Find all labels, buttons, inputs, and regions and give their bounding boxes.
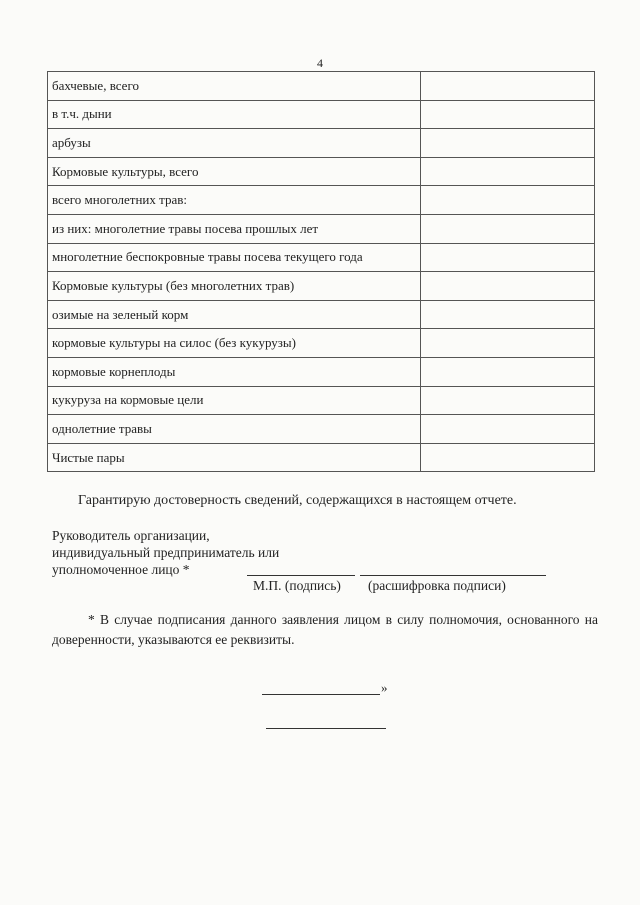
table-row [48,243,595,272]
crop-label-cell: озимые на зеленый корм [48,300,421,329]
signature-decode-line [360,575,546,576]
signer-line-3: уполномоченное лицо * [52,562,190,577]
crop-label-cell: Кормовые культуры, всего [48,157,421,186]
table-row [48,300,595,329]
signature-caption: М.П. (подпись) [253,578,341,593]
table-row [48,415,595,444]
crop-value-cell [421,186,595,215]
crop-label-cell: кормовые корнеплоды [48,357,421,386]
crop-value-cell [421,129,595,158]
table-row [48,357,595,386]
table-row [48,157,595,186]
crop-label-cell: однолетние травы [48,415,421,444]
table-row [48,129,595,158]
table-row [48,272,595,301]
guarantee-statement: Гарантирую достоверность сведений, содержащихся в настоящем отчете. [78,493,517,508]
crop-value-cell [421,357,595,386]
signature-line [247,575,355,576]
signer-line-1: Руководитель организации, [52,528,210,543]
crop-label-cell: в т.ч. дыни [48,100,421,129]
signer-block [52,527,279,578]
crop-value-cell [421,415,595,444]
crop-label-cell: Кормовые культуры (без многолетних трав) [48,272,421,301]
crop-value-cell [421,443,595,472]
crop-label-cell: кукуруза на кормовые цели [48,386,421,415]
crop-label-cell: многолетние беспокровные травы посева текущего года [48,243,421,272]
crops-table [47,71,595,472]
crop-value-cell [421,157,595,186]
crop-label-cell: из них: многолетние травы посева прошлых лет [48,214,421,243]
crop-value-cell [421,386,595,415]
table-row [48,329,595,358]
table-row [48,214,595,243]
table-row [48,186,595,215]
table-row [48,386,595,415]
crop-value-cell [421,100,595,129]
crop-label-cell: арбузы [48,129,421,158]
crop-label-cell: всего многолетних трав: [48,186,421,215]
crop-label-cell: Чистые пары [48,443,421,472]
crop-value-cell [421,243,595,272]
table-row [48,100,595,129]
crop-value-cell [421,329,595,358]
crop-value-cell [421,72,595,101]
table-row [48,443,595,472]
signature-decode-caption: (расшифровка подписи) [368,578,506,593]
footnote: * В случае подписания данного заявления лицом в силу полномочия, основанного на доверенности, указываются ее реквизиты. [52,612,598,647]
crop-label-cell: бахчевые, всего [48,72,421,101]
crop-label-cell: кормовые культуры на силос (без кукурузы) [48,329,421,358]
signer-line-2: индивидуальный предприниматель или [52,545,280,560]
date-quote-mark: » [381,680,388,695]
second-date-line [266,728,386,729]
date-line [262,694,380,695]
crop-value-cell [421,272,595,301]
crop-value-cell [421,214,595,243]
crop-value-cell [421,300,595,329]
page-number: 4 [317,56,323,70]
table-row [48,72,595,101]
